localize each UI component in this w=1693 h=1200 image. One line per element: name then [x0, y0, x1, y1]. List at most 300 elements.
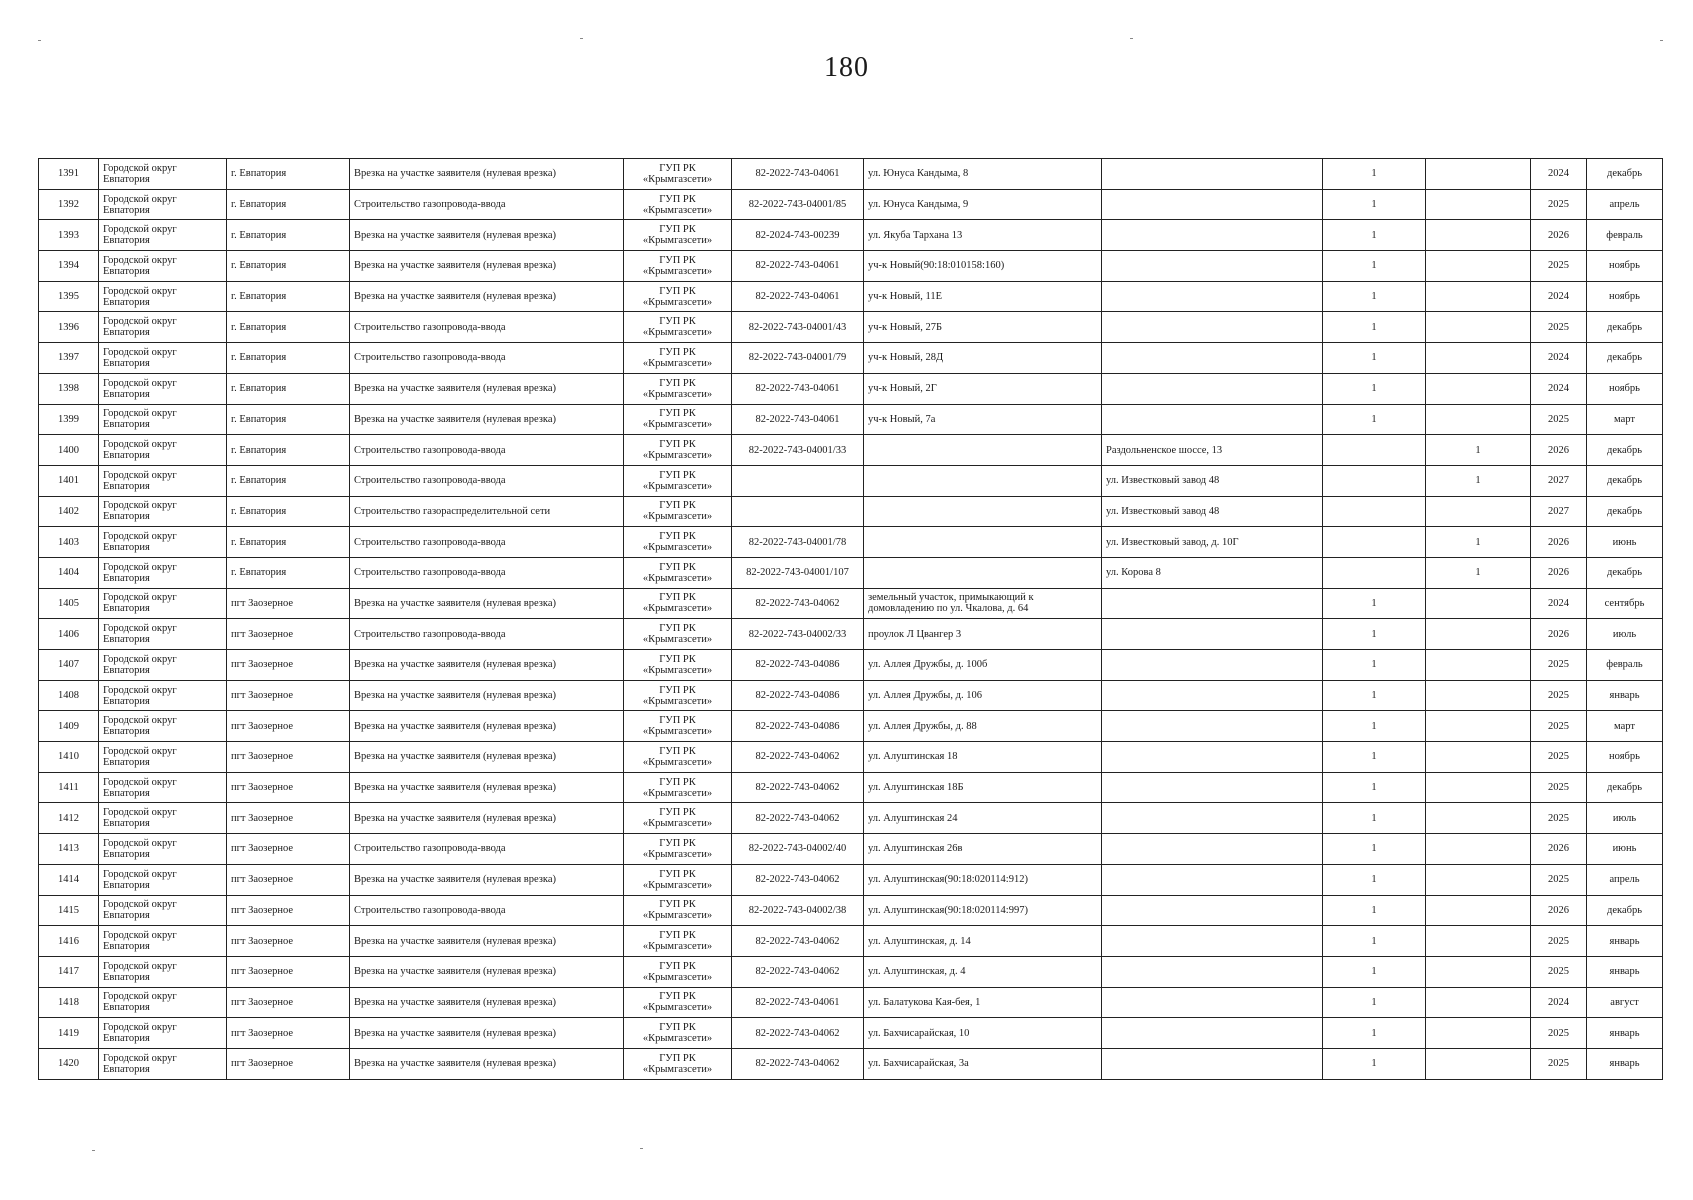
table-row	[39, 864, 1663, 895]
district-cell: Городской округ Евпатория	[99, 619, 227, 650]
quantity-alt-cell	[1426, 281, 1531, 312]
quantity-alt-cell	[1426, 711, 1531, 742]
month-cell: декабрь	[1587, 343, 1663, 374]
quantity-cell: 1	[1323, 742, 1426, 773]
address-cell: ул. Алуштинская 18	[864, 742, 1102, 773]
work-type-cell: Строительство газопровода-ввода	[350, 834, 624, 865]
row-number: 1391	[39, 159, 99, 190]
table-row	[39, 281, 1663, 312]
permit-number-cell: 82-2022-743-04062	[732, 956, 864, 987]
scan-speck	[640, 1148, 643, 1149]
month-cell: июнь	[1587, 834, 1663, 865]
quantity-alt-cell	[1426, 343, 1531, 374]
address-alt-cell: Раздольненское шоссе, 13	[1102, 435, 1323, 466]
table-row	[39, 680, 1663, 711]
locality-cell: пгт Заозерное	[227, 650, 350, 681]
quantity-cell	[1323, 465, 1426, 496]
work-type-cell: Врезка на участке заявителя (нулевая врезка)	[350, 650, 624, 681]
address-alt-cell	[1102, 834, 1323, 865]
table-row	[39, 895, 1663, 926]
permit-number-cell: 82-2022-743-04062	[732, 588, 864, 619]
district-cell: Городской округ Евпатория	[99, 496, 227, 527]
quantity-alt-cell: 1	[1426, 435, 1531, 466]
locality-cell: г. Евпатория	[227, 220, 350, 251]
table-row	[39, 1048, 1663, 1079]
work-type-cell: Строительство газопровода-ввода	[350, 619, 624, 650]
address-alt-cell	[1102, 956, 1323, 987]
organization-cell: ГУП РК «Крымгазсети»	[624, 742, 732, 773]
quantity-cell: 1	[1323, 251, 1426, 282]
table-row	[39, 742, 1663, 773]
organization-cell: ГУП РК «Крымгазсети»	[624, 834, 732, 865]
locality-cell: пгт Заозерное	[227, 742, 350, 773]
work-type-cell: Врезка на участке заявителя (нулевая врезка)	[350, 373, 624, 404]
row-number: 1401	[39, 465, 99, 496]
permit-number-cell: 82-2022-743-04062	[732, 926, 864, 957]
quantity-cell: 1	[1323, 834, 1426, 865]
month-cell: декабрь	[1587, 895, 1663, 926]
year-cell: 2024	[1531, 281, 1587, 312]
table-row	[39, 926, 1663, 957]
work-type-cell: Врезка на участке заявителя (нулевая врезка)	[350, 864, 624, 895]
permit-number-cell: 82-2022-743-04086	[732, 711, 864, 742]
organization-cell: ГУП РК «Крымгазсети»	[624, 251, 732, 282]
address-alt-cell	[1102, 251, 1323, 282]
district-cell: Городской округ Евпатория	[99, 742, 227, 773]
row-number: 1399	[39, 404, 99, 435]
work-type-cell: Врезка на участке заявителя (нулевая врезка)	[350, 803, 624, 834]
permit-number-cell: 82-2022-743-04062	[732, 1018, 864, 1049]
district-cell: Городской округ Евпатория	[99, 343, 227, 374]
year-cell: 2025	[1531, 1018, 1587, 1049]
table-row	[39, 373, 1663, 404]
permit-number-cell: 82-2022-743-04001/85	[732, 189, 864, 220]
address-cell: ул. Аллея Дружбы, д. 106	[864, 680, 1102, 711]
organization-cell: ГУП РК «Крымгазсети»	[624, 895, 732, 926]
permit-number-cell: 82-2022-743-04061	[732, 987, 864, 1018]
district-cell: Городской округ Евпатория	[99, 435, 227, 466]
address-cell	[864, 465, 1102, 496]
quantity-alt-cell	[1426, 803, 1531, 834]
work-type-cell: Врезка на участке заявителя (нулевая врезка)	[350, 404, 624, 435]
quantity-cell: 1	[1323, 803, 1426, 834]
year-cell: 2026	[1531, 557, 1587, 588]
organization-cell: ГУП РК «Крымгазсети»	[624, 1048, 732, 1079]
address-cell: ул. Алуштинская 18Б	[864, 772, 1102, 803]
year-cell: 2025	[1531, 772, 1587, 803]
row-number: 1398	[39, 373, 99, 404]
quantity-cell: 1	[1323, 159, 1426, 190]
organization-cell: ГУП РК «Крымгазсети»	[624, 803, 732, 834]
row-number: 1393	[39, 220, 99, 251]
district-cell: Городской округ Евпатория	[99, 803, 227, 834]
district-cell: Городской округ Евпатория	[99, 711, 227, 742]
address-alt-cell: ул. Известковый завод 48	[1102, 465, 1323, 496]
year-cell: 2026	[1531, 220, 1587, 251]
permit-number-cell: 82-2022-743-04062	[732, 742, 864, 773]
month-cell: декабрь	[1587, 435, 1663, 466]
organization-cell: ГУП РК «Крымгазсети»	[624, 588, 732, 619]
month-cell: март	[1587, 404, 1663, 435]
district-cell: Городской округ Евпатория	[99, 189, 227, 220]
row-number: 1409	[39, 711, 99, 742]
month-cell: декабрь	[1587, 312, 1663, 343]
table-row	[39, 557, 1663, 588]
year-cell: 2025	[1531, 956, 1587, 987]
table-row	[39, 527, 1663, 558]
address-cell: ул. Алуштинская 26в	[864, 834, 1102, 865]
page-number: 180	[824, 52, 869, 83]
row-number: 1405	[39, 588, 99, 619]
quantity-alt-cell	[1426, 159, 1531, 190]
quantity-alt-cell	[1426, 864, 1531, 895]
row-number: 1400	[39, 435, 99, 466]
year-cell: 2024	[1531, 588, 1587, 619]
locality-cell: пгт Заозерное	[227, 956, 350, 987]
permit-number-cell: 82-2022-743-04061	[732, 404, 864, 435]
address-cell: ул. Бахчисарайская, 10	[864, 1018, 1102, 1049]
district-cell: Городской округ Евпатория	[99, 588, 227, 619]
locality-cell: г. Евпатория	[227, 281, 350, 312]
locality-cell: г. Евпатория	[227, 435, 350, 466]
table-row	[39, 1018, 1663, 1049]
address-alt-cell: ул. Известковый завод 48	[1102, 496, 1323, 527]
address-cell: ул. Юнуса Кандыма, 9	[864, 189, 1102, 220]
locality-cell: пгт Заозерное	[227, 987, 350, 1018]
year-cell: 2025	[1531, 711, 1587, 742]
table-row	[39, 834, 1663, 865]
address-cell: ул. Алуштинская 24	[864, 803, 1102, 834]
work-type-cell: Врезка на участке заявителя (нулевая врезка)	[350, 251, 624, 282]
quantity-alt-cell	[1426, 680, 1531, 711]
address-cell: уч-к Новый, 28Д	[864, 343, 1102, 374]
locality-cell: пгт Заозерное	[227, 1048, 350, 1079]
district-cell: Городской округ Евпатория	[99, 159, 227, 190]
address-cell: уч-к Новый(90:18:010158:160)	[864, 251, 1102, 282]
quantity-cell: 1	[1323, 404, 1426, 435]
month-cell: декабрь	[1587, 159, 1663, 190]
district-cell: Городской округ Евпатория	[99, 527, 227, 558]
scan-speck	[1660, 40, 1663, 41]
permit-number-cell: 82-2022-743-04086	[732, 650, 864, 681]
organization-cell: ГУП РК «Крымгазсети»	[624, 373, 732, 404]
locality-cell: пгт Заозерное	[227, 588, 350, 619]
quantity-cell	[1323, 496, 1426, 527]
organization-cell: ГУП РК «Крымгазсети»	[624, 619, 732, 650]
address-cell	[864, 435, 1102, 466]
district-cell: Городской округ Евпатория	[99, 956, 227, 987]
month-cell: январь	[1587, 956, 1663, 987]
locality-cell: пгт Заозерное	[227, 926, 350, 957]
row-number: 1395	[39, 281, 99, 312]
locality-cell: пгт Заозерное	[227, 803, 350, 834]
work-type-cell: Строительство газопровода-ввода	[350, 527, 624, 558]
year-cell: 2025	[1531, 189, 1587, 220]
address-alt-cell	[1102, 711, 1323, 742]
row-number: 1392	[39, 189, 99, 220]
year-cell: 2025	[1531, 803, 1587, 834]
quantity-alt-cell	[1426, 619, 1531, 650]
scan-speck	[92, 1150, 95, 1151]
quantity-alt-cell	[1426, 987, 1531, 1018]
organization-cell: ГУП РК «Крымгазсети»	[624, 1018, 732, 1049]
organization-cell: ГУП РК «Крымгазсети»	[624, 527, 732, 558]
table-row	[39, 588, 1663, 619]
locality-cell: г. Евпатория	[227, 404, 350, 435]
month-cell: ноябрь	[1587, 742, 1663, 773]
organization-cell: ГУП РК «Крымгазсети»	[624, 557, 732, 588]
table-row	[39, 650, 1663, 681]
work-type-cell: Строительство газопровода-ввода	[350, 189, 624, 220]
table-row	[39, 435, 1663, 466]
address-alt-cell: ул. Корова 8	[1102, 557, 1323, 588]
address-cell: земельный участок, примыкающий к домовладению по ул. Чкалова, д. 64	[864, 588, 1102, 619]
quantity-cell: 1	[1323, 680, 1426, 711]
work-type-cell: Врезка на участке заявителя (нулевая врезка)	[350, 281, 624, 312]
month-cell: июль	[1587, 619, 1663, 650]
scan-speck	[580, 38, 583, 39]
district-cell: Городской округ Евпатория	[99, 220, 227, 251]
address-alt-cell	[1102, 772, 1323, 803]
locality-cell: пгт Заозерное	[227, 680, 350, 711]
district-cell: Городской округ Евпатория	[99, 895, 227, 926]
address-cell: ул. Юнуса Кандыма, 8	[864, 159, 1102, 190]
work-type-cell: Строительство газораспределительной сети	[350, 496, 624, 527]
quantity-cell	[1323, 435, 1426, 466]
year-cell: 2026	[1531, 435, 1587, 466]
year-cell: 2026	[1531, 834, 1587, 865]
year-cell: 2025	[1531, 251, 1587, 282]
organization-cell: ГУП РК «Крымгазсети»	[624, 435, 732, 466]
address-cell: уч-к Новый, 2Г	[864, 373, 1102, 404]
locality-cell: пгт Заозерное	[227, 864, 350, 895]
permit-number-cell: 82-2022-743-04001/79	[732, 343, 864, 374]
address-cell: ул. Алуштинская(90:18:020114:912)	[864, 864, 1102, 895]
row-number: 1403	[39, 527, 99, 558]
quantity-alt-cell	[1426, 772, 1531, 803]
organization-cell: ГУП РК «Крымгазсети»	[624, 496, 732, 527]
year-cell: 2025	[1531, 742, 1587, 773]
month-cell: февраль	[1587, 220, 1663, 251]
locality-cell: пгт Заозерное	[227, 834, 350, 865]
organization-cell: ГУП РК «Крымгазсети»	[624, 281, 732, 312]
table-row	[39, 189, 1663, 220]
locality-cell: пгт Заозерное	[227, 711, 350, 742]
row-number: 1410	[39, 742, 99, 773]
locality-cell: г. Евпатория	[227, 465, 350, 496]
work-type-cell: Врезка на участке заявителя (нулевая врезка)	[350, 742, 624, 773]
quantity-cell: 1	[1323, 1048, 1426, 1079]
address-cell: уч-к Новый, 27Б	[864, 312, 1102, 343]
quantity-cell: 1	[1323, 373, 1426, 404]
registry-rows	[39, 159, 1663, 1080]
organization-cell: ГУП РК «Крымгазсети»	[624, 926, 732, 957]
year-cell: 2027	[1531, 496, 1587, 527]
month-cell: декабрь	[1587, 557, 1663, 588]
locality-cell: г. Евпатория	[227, 496, 350, 527]
address-alt-cell	[1102, 1018, 1323, 1049]
address-alt-cell	[1102, 373, 1323, 404]
district-cell: Городской округ Евпатория	[99, 465, 227, 496]
month-cell: январь	[1587, 1048, 1663, 1079]
quantity-cell: 1	[1323, 312, 1426, 343]
table-row	[39, 803, 1663, 834]
organization-cell: ГУП РК «Крымгазсети»	[624, 159, 732, 190]
quantity-cell: 1	[1323, 864, 1426, 895]
address-alt-cell	[1102, 1048, 1323, 1079]
year-cell: 2026	[1531, 619, 1587, 650]
table-row	[39, 312, 1663, 343]
year-cell: 2025	[1531, 312, 1587, 343]
month-cell: январь	[1587, 1018, 1663, 1049]
permit-number-cell: 82-2022-743-04061	[732, 373, 864, 404]
quantity-alt-cell	[1426, 404, 1531, 435]
locality-cell: г. Евпатория	[227, 189, 350, 220]
district-cell: Городской округ Евпатория	[99, 373, 227, 404]
work-type-cell: Врезка на участке заявителя (нулевая врезка)	[350, 680, 624, 711]
address-cell: ул. Аллея Дружбы, д. 88	[864, 711, 1102, 742]
organization-cell: ГУП РК «Крымгазсети»	[624, 220, 732, 251]
address-cell: ул. Бахчисарайская, 3а	[864, 1048, 1102, 1079]
address-alt-cell	[1102, 864, 1323, 895]
table-row	[39, 404, 1663, 435]
permit-number-cell: 82-2022-743-04001/43	[732, 312, 864, 343]
quantity-cell: 1	[1323, 588, 1426, 619]
district-cell: Городской округ Евпатория	[99, 312, 227, 343]
quantity-cell: 1	[1323, 956, 1426, 987]
row-number: 1413	[39, 834, 99, 865]
year-cell: 2026	[1531, 527, 1587, 558]
permit-number-cell: 82-2022-743-04061	[732, 281, 864, 312]
quantity-alt-cell	[1426, 312, 1531, 343]
quantity-alt-cell	[1426, 496, 1531, 527]
locality-cell: г. Евпатория	[227, 527, 350, 558]
permit-number-cell: 82-2022-743-04062	[732, 803, 864, 834]
address-alt-cell	[1102, 404, 1323, 435]
organization-cell: ГУП РК «Крымгазсети»	[624, 650, 732, 681]
permit-number-cell: 82-2022-743-04001/107	[732, 557, 864, 588]
work-type-cell: Строительство газопровода-ввода	[350, 435, 624, 466]
year-cell: 2025	[1531, 864, 1587, 895]
quantity-alt-cell: 1	[1426, 465, 1531, 496]
quantity-alt-cell	[1426, 373, 1531, 404]
scan-speck	[1130, 38, 1133, 39]
organization-cell: ГУП РК «Крымгазсети»	[624, 343, 732, 374]
work-type-cell: Строительство газопровода-ввода	[350, 465, 624, 496]
row-number: 1396	[39, 312, 99, 343]
district-cell: Городской округ Евпатория	[99, 281, 227, 312]
district-cell: Городской округ Евпатория	[99, 987, 227, 1018]
table-row	[39, 619, 1663, 650]
address-alt-cell: ул. Известковый завод, д. 10Г	[1102, 527, 1323, 558]
permit-number-cell: 82-2022-743-04001/33	[732, 435, 864, 466]
quantity-cell: 1	[1323, 650, 1426, 681]
locality-cell: г. Евпатория	[227, 312, 350, 343]
quantity-cell: 1	[1323, 343, 1426, 374]
district-cell: Городской округ Евпатория	[99, 404, 227, 435]
district-cell: Городской округ Евпатория	[99, 1018, 227, 1049]
work-type-cell: Врезка на участке заявителя (нулевая врезка)	[350, 711, 624, 742]
quantity-alt-cell	[1426, 834, 1531, 865]
permit-number-cell: 82-2024-743-00239	[732, 220, 864, 251]
work-type-cell: Врезка на участке заявителя (нулевая врезка)	[350, 956, 624, 987]
address-cell: проулок Л Цвангер 3	[864, 619, 1102, 650]
address-alt-cell	[1102, 803, 1323, 834]
row-number: 1408	[39, 680, 99, 711]
address-cell: ул. Алуштинская(90:18:020114:997)	[864, 895, 1102, 926]
address-alt-cell	[1102, 926, 1323, 957]
quantity-cell: 1	[1323, 220, 1426, 251]
year-cell: 2025	[1531, 926, 1587, 957]
quantity-cell: 1	[1323, 711, 1426, 742]
quantity-cell: 1	[1323, 1018, 1426, 1049]
permit-number-cell	[732, 496, 864, 527]
address-alt-cell	[1102, 680, 1323, 711]
work-type-cell: Врезка на участке заявителя (нулевая врезка)	[350, 1018, 624, 1049]
address-cell: ул. Алуштинская, д. 4	[864, 956, 1102, 987]
permit-number-cell: 82-2022-743-04002/33	[732, 619, 864, 650]
month-cell: ноябрь	[1587, 281, 1663, 312]
quantity-cell: 1	[1323, 281, 1426, 312]
quantity-alt-cell	[1426, 1048, 1531, 1079]
row-number: 1416	[39, 926, 99, 957]
table-row	[39, 159, 1663, 190]
row-number: 1411	[39, 772, 99, 803]
permit-number-cell	[732, 465, 864, 496]
year-cell: 2024	[1531, 159, 1587, 190]
quantity-alt-cell	[1426, 956, 1531, 987]
quantity-cell: 1	[1323, 895, 1426, 926]
scan-speck	[38, 40, 41, 41]
quantity-cell	[1323, 557, 1426, 588]
month-cell: ноябрь	[1587, 373, 1663, 404]
address-alt-cell	[1102, 588, 1323, 619]
work-type-cell: Врезка на участке заявителя (нулевая врезка)	[350, 159, 624, 190]
row-number: 1407	[39, 650, 99, 681]
month-cell: апрель	[1587, 189, 1663, 220]
address-alt-cell	[1102, 281, 1323, 312]
address-alt-cell	[1102, 312, 1323, 343]
address-alt-cell	[1102, 343, 1323, 374]
quantity-alt-cell	[1426, 189, 1531, 220]
address-alt-cell	[1102, 220, 1323, 251]
quantity-cell: 1	[1323, 987, 1426, 1018]
address-cell: уч-к Новый, 7а	[864, 404, 1102, 435]
permit-number-cell: 82-2022-743-04001/78	[732, 527, 864, 558]
quantity-alt-cell	[1426, 220, 1531, 251]
district-cell: Городской округ Евпатория	[99, 834, 227, 865]
work-type-cell: Врезка на участке заявителя (нулевая врезка)	[350, 1048, 624, 1079]
row-number: 1415	[39, 895, 99, 926]
quantity-alt-cell	[1426, 650, 1531, 681]
address-cell	[864, 527, 1102, 558]
work-type-cell: Строительство газопровода-ввода	[350, 343, 624, 374]
address-alt-cell	[1102, 650, 1323, 681]
address-cell	[864, 557, 1102, 588]
district-cell: Городской округ Евпатория	[99, 557, 227, 588]
locality-cell: г. Евпатория	[227, 251, 350, 282]
district-cell: Городской округ Евпатория	[99, 1048, 227, 1079]
address-alt-cell	[1102, 159, 1323, 190]
work-type-cell: Строительство газопровода-ввода	[350, 557, 624, 588]
row-number: 1406	[39, 619, 99, 650]
month-cell: июнь	[1587, 527, 1663, 558]
permit-number-cell: 82-2022-743-04002/40	[732, 834, 864, 865]
permit-number-cell: 82-2022-743-04062	[732, 772, 864, 803]
work-type-cell: Врезка на участке заявителя (нулевая врезка)	[350, 588, 624, 619]
table-row	[39, 220, 1663, 251]
quantity-alt-cell	[1426, 588, 1531, 619]
